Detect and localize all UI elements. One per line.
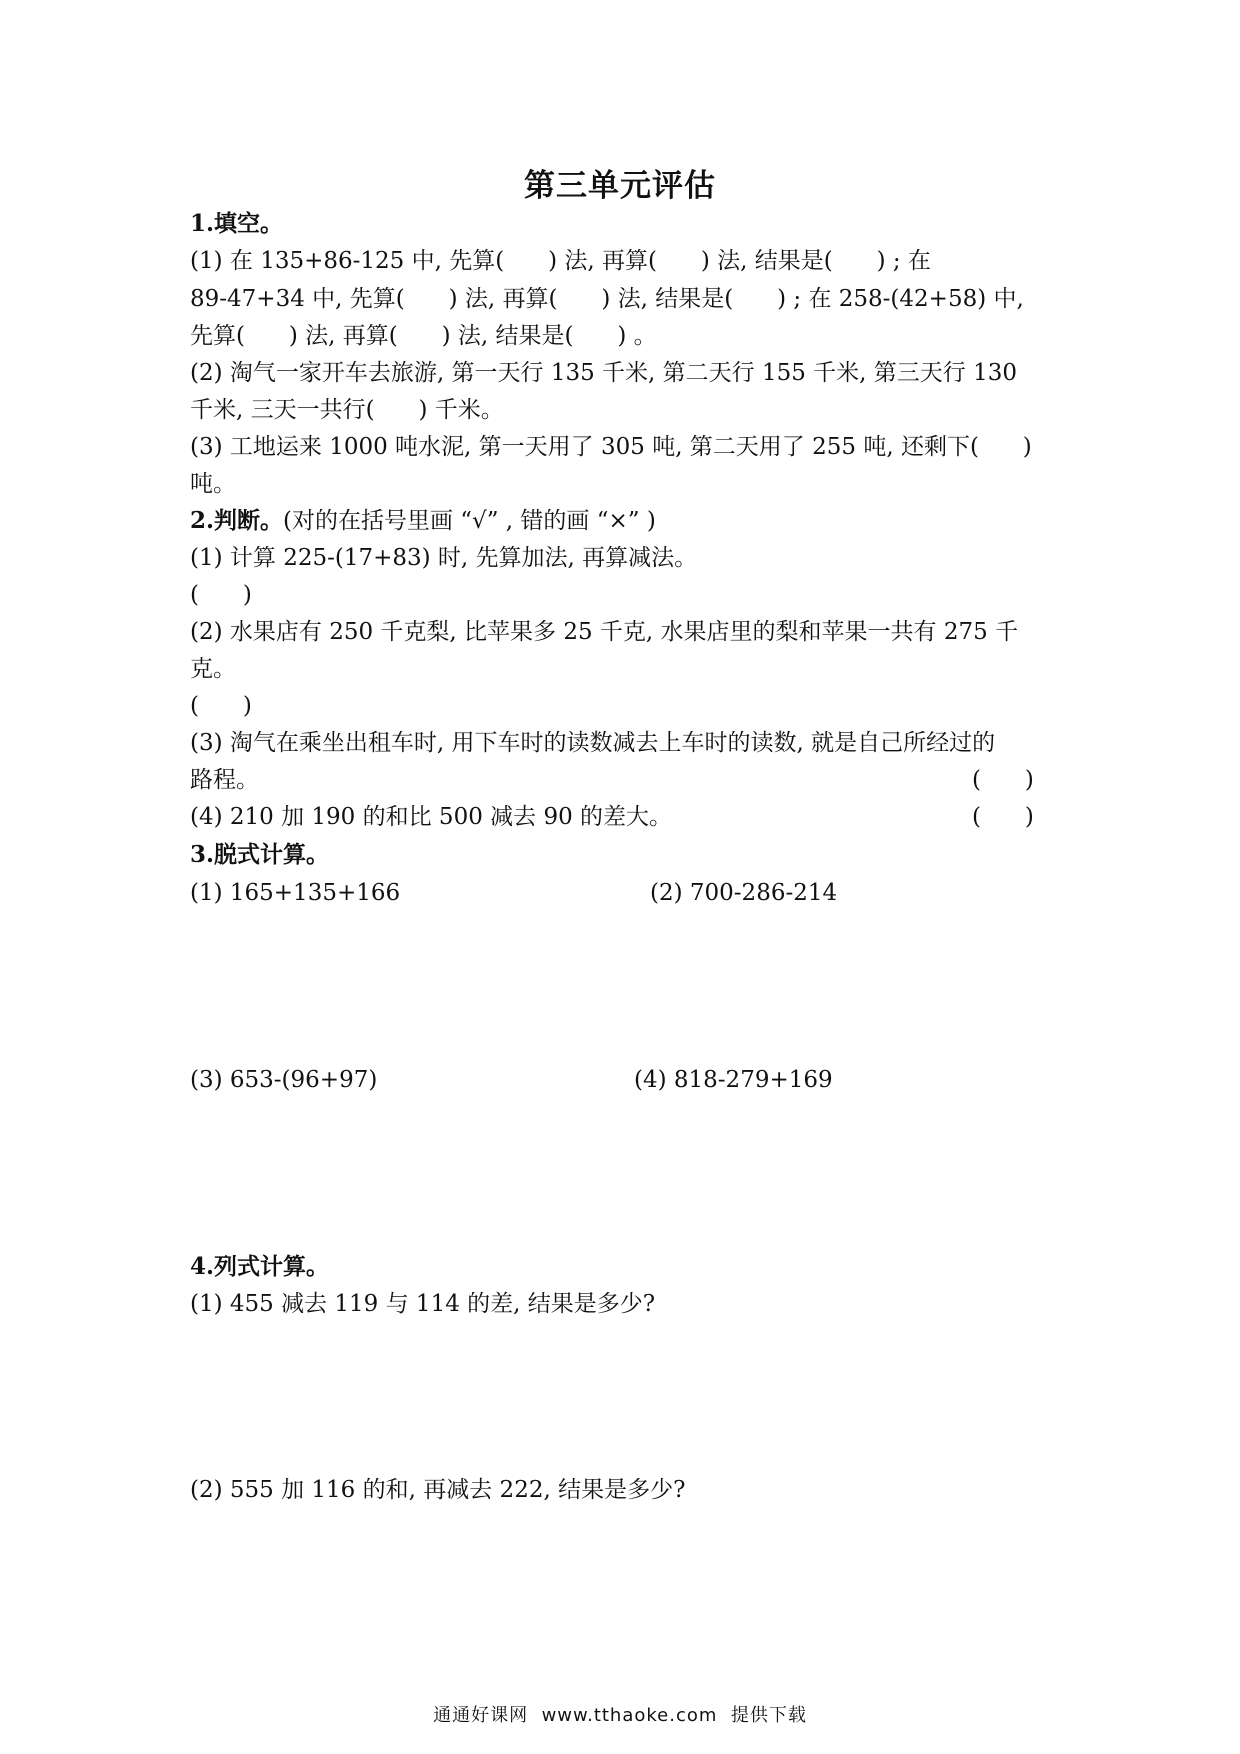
section1-heading: 1.填空。 <box>190 210 284 237</box>
fill-blank-q1-line3: 先算( ) 法, 再算( ) 法, 结果是( ) 。 <box>190 323 657 349</box>
fill-blank-q2-line2: 千米, 三天一共行( ) 千米。 <box>190 397 504 423</box>
judge-q4: (4) 210 加 190 的和比 500 减去 90 的差大。 <box>190 804 673 830</box>
fill-blank-q1-line1: (1) 在 135+86-125 中, 先算( ) 法, 再算( ) 法, 结果是( ) ; 在 <box>190 248 931 274</box>
section2-heading-row <box>190 504 1060 538</box>
judge-q2-line2: 克。 <box>190 656 236 682</box>
word-calc-item-1: (1) 455 减去 119 与 114 的差, 结果是多少? <box>190 1291 656 1317</box>
word-calc-item-2: (2) 555 加 116 的和, 再减去 222, 结果是多少? <box>190 1477 686 1503</box>
judge-q3-answer-bracket: ( ) <box>972 767 1034 793</box>
calc-item-4: (4) 818-279+169 <box>634 1067 833 1093</box>
calc-item-1: (1) 165+135+166 <box>190 880 401 906</box>
judge-q3-line1: (3) 淘气在乘坐出租车时, 用下车时的读数减去上车时的读数, 就是自己所经过的 <box>190 730 996 756</box>
footer-credit: 通通好课网 www.tthaoke.com 提供下载 <box>433 1705 807 1726</box>
judge-q2-line1: (2) 水果店有 250 千克梨, 比苹果多 25 千克, 水果店里的梨和苹果一共有 275 千 <box>190 619 1019 645</box>
fill-blank-q3-line1: (3) 工地运来 1000 吨水泥, 第一天用了 305 吨, 第二天用了 255 吨, 还剩下( ) <box>190 434 1032 460</box>
judge-q4-answer-bracket: ( ) <box>972 804 1034 830</box>
page-title: 第三单元评估 <box>524 168 716 204</box>
judge-q3-line2: 路程。 <box>190 767 259 793</box>
calc-item-3: (3) 653-(96+97) <box>190 1067 378 1093</box>
section2-heading: 2.判断。 <box>190 507 284 534</box>
section3-heading: 3.脱式计算。 <box>190 841 330 868</box>
fill-blank-q1-line2: 89-47+34 中, 先算( ) 法, 再算( ) 法, 结果是( ) ; 在 258-(42+58) 中, <box>190 286 1024 312</box>
judge-q2-answer-bracket: ( ) <box>190 693 252 719</box>
section2-instruction: (对的在括号里画 “√” , 错的画 “×” ) <box>283 508 656 534</box>
judge-q1-answer-bracket: ( ) <box>190 582 252 608</box>
fill-blank-q2-line1: (2) 淘气一家开车去旅游, 第一天行 135 千米, 第二天行 155 千米, 第三天行 130 <box>190 360 1018 386</box>
section4-heading: 4.列式计算。 <box>190 1253 330 1280</box>
fill-blank-q3-line2: 吨。 <box>190 471 236 497</box>
judge-q1: (1) 计算 225-(17+83) 时, 先算加法, 再算减法。 <box>190 545 698 571</box>
calc-item-2: (2) 700-286-214 <box>650 880 838 906</box>
